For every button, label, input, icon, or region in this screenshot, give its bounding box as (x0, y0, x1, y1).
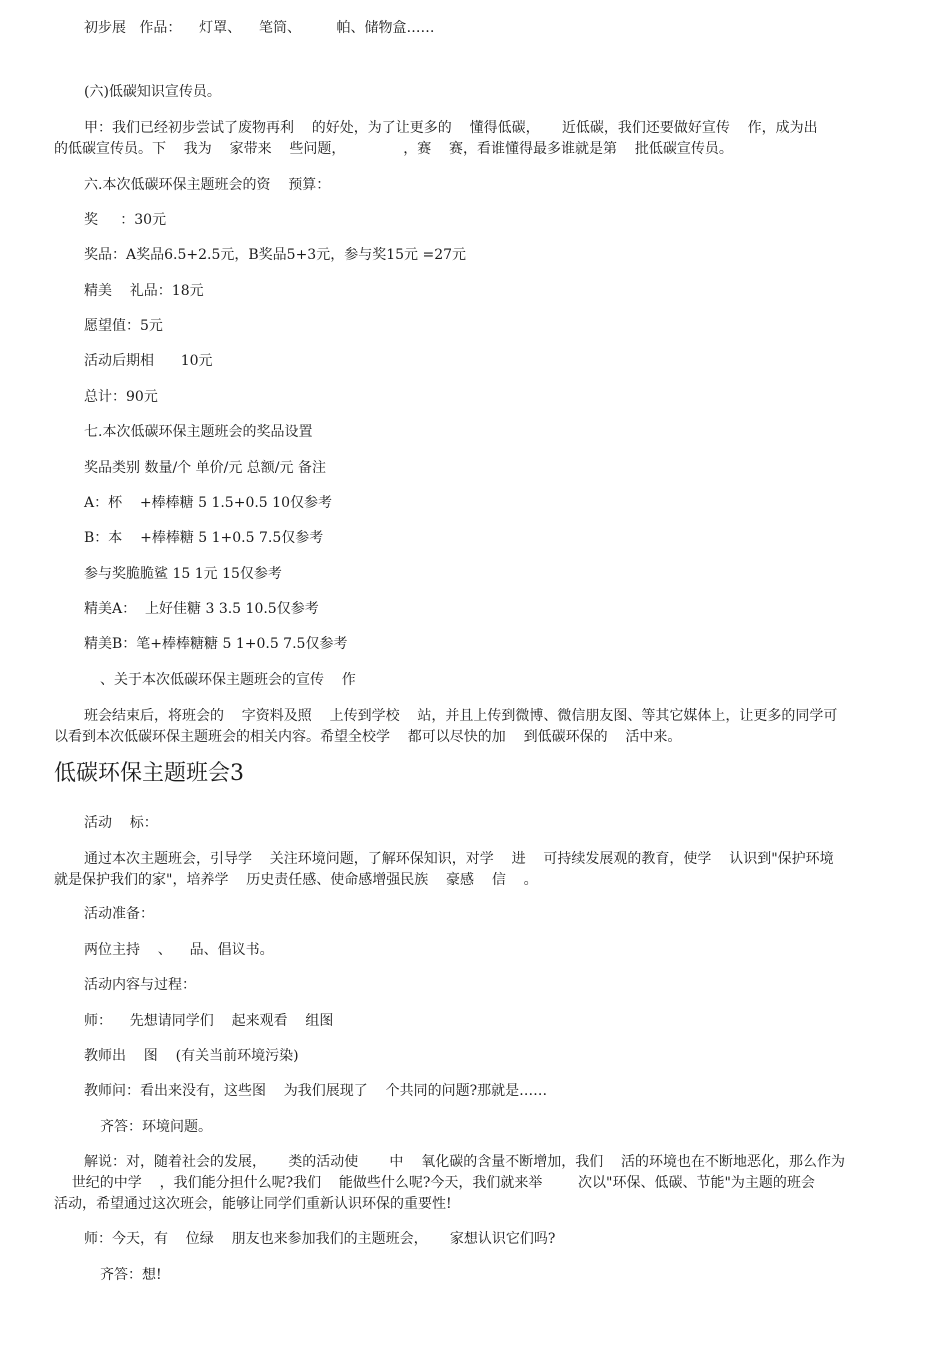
text-line: 师： 先想请同学们 起来观看 组图 (84, 1013, 334, 1029)
table-header-line: 奖品类别 数量/个 单价/元 总额/元 备注 (84, 460, 326, 476)
text-line: 愿望值：5元 (84, 318, 163, 334)
text-line: 就是保护我们的家"，培养学 历史责任感、使命感增强民族 豪感 信 。 (54, 872, 538, 888)
text-line: 教师问：看出来没有，这些图 为我们展现了 个共同的问题?那就是…… (84, 1083, 548, 1099)
text-line: 师：今天，有 位绿 朋友也来参加我们的主题班会， 家想认识它们吗? (84, 1231, 556, 1247)
text-line: 齐答：想! (100, 1267, 162, 1283)
text-line: 精美 礼品：18元 (84, 283, 204, 299)
text-line: 初步展 作品： 灯罩、 笔筒、 帕、储物盒…… (84, 20, 435, 36)
text-line: 世纪的中学 ，我们能分担什么呢?我们 能做些什么呢?今天，我们就来举 次以"环保、低碳、节能"为主题的班会 (54, 1175, 815, 1191)
table-row: A：杯 +棒棒糖 5 1.5+0.5 10仅参考 (84, 495, 332, 511)
text-line: 教师出 图 (有关当前环境污染) (84, 1048, 299, 1064)
section-heading: 、关于本次低碳环保主题班会的宣传 作 (100, 672, 356, 688)
table-row: 精美B：笔+棒棒糖糖 5 1+0.5 7.5仅参考 (84, 636, 348, 652)
table-row: 精美A： 上好佳糖 3 3.5 10.5仅参考 (84, 601, 319, 617)
section-heading: (六)低碳知识宣传员。 (84, 84, 221, 100)
text-line: 活动内容与过程： (84, 977, 196, 993)
text-line: 活动 标： (84, 815, 158, 831)
page-title: 低碳环保主题班会3 (54, 761, 244, 786)
text-line: 甲：我们已经初步尝试了废物再利 的好处，为了让更多的 懂得低碳， 近低碳，我们还要做好宣传 作，成为出 (84, 120, 818, 136)
text-line: 奖 ：30元 (84, 212, 167, 228)
table-row: B：本 +棒棒糖 5 1+0.5 7.5仅参考 (84, 530, 324, 546)
text-line: 齐答：环境问题。 (100, 1119, 212, 1135)
text-line: 总计：90元 (84, 389, 158, 405)
text-line: 的低碳宣传员。下 我为 家带来 些问题， ，赛 赛，看谁懂得最多谁就是第 批低碳宣传员。 (54, 141, 733, 157)
text-line: 解说：对，随着社会的发展， 类的活动使 中 氧化碳的含量不断增加，我们 活的环境也在不断地恶化，那么作为 (84, 1154, 846, 1170)
text-line: 班会结束后，将班会的 字资料及照 上传到学校 站，并且上传到微博、微信朋友图、等其它媒体上，让更多的同学可 (84, 708, 838, 724)
text-line: 以看到本次低碳环保主题班会的相关内容。希望全校学 都可以尽快的加 到低碳环保的 活中来。 (54, 729, 682, 745)
text-line: 活动，希望通过这次班会，能够让同学们重新认识环保的重要性! (54, 1196, 452, 1212)
text-line: 通过本次主题班会，引导学 关注环境问题，了解环保知识，对学 进 可持续发展观的教育，使学 认识到"保护环境 (84, 851, 834, 867)
section-heading: 七.本次低碳环保主题班会的奖品设置 (84, 424, 313, 440)
table-row: 参与奖脆脆鲨 15 1元 15仅参考 (84, 566, 282, 582)
text-line: 奖品：A奖品6.5+2.5元，B奖品5+3元，参与奖15元 =27元 (84, 247, 467, 263)
text-line: 活动准备： (84, 906, 154, 922)
text-line: 活动后期相 10元 (84, 353, 213, 369)
section-heading: 六.本次低碳环保主题班会的资 预算： (84, 177, 331, 193)
text-line: 两位主持 、 品、倡议书。 (84, 942, 274, 958)
